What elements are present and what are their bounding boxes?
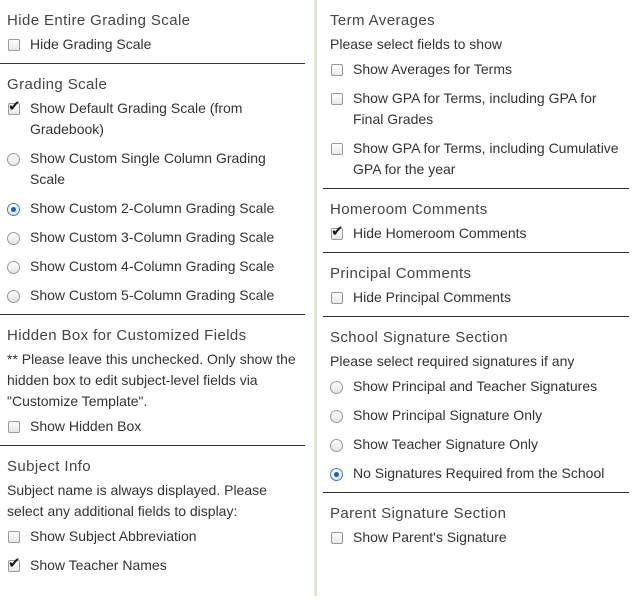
option-hide-grading-scale[interactable] bbox=[7, 34, 305, 55]
section-title: School Signature Section bbox=[330, 329, 509, 346]
radio-button[interactable] bbox=[7, 261, 20, 274]
radio-button[interactable] bbox=[330, 468, 343, 481]
section-school-signature bbox=[323, 328, 629, 493]
checkbox[interactable] bbox=[331, 292, 343, 304]
section-term-averages bbox=[323, 11, 629, 189]
option-3-column-scale[interactable] bbox=[7, 227, 305, 248]
option-label[interactable]: Hide Grading Scale bbox=[30, 36, 152, 52]
section-homeroom-comments bbox=[323, 200, 629, 253]
option-label[interactable]: Show Custom 3-Column Grading Scale bbox=[30, 229, 275, 245]
section-hide-grading-scale bbox=[0, 11, 305, 64]
option-label[interactable]: Show Averages for Terms bbox=[353, 61, 513, 77]
checkmark-icon: ✔ bbox=[8, 555, 21, 572]
section-note: Please select required signatures if any bbox=[330, 353, 575, 369]
option-label[interactable]: Show GPA for Terms, including GPA for Final Grades bbox=[353, 90, 597, 127]
option-label[interactable]: Show GPA for Terms, including Cumulative GPA for the year bbox=[353, 140, 619, 177]
checkmark-icon: ✔ bbox=[331, 223, 344, 240]
radio-button[interactable] bbox=[330, 410, 343, 423]
option-label[interactable]: Show Custom 4-Column Grading Scale bbox=[30, 258, 275, 274]
option-principal-and-teacher-signatures[interactable] bbox=[330, 376, 629, 397]
option-hide-principal-comments[interactable] bbox=[330, 287, 629, 308]
section-title: Hidden Box for Customized Fields bbox=[7, 327, 247, 344]
option-no-signatures-required[interactable] bbox=[330, 463, 629, 484]
option-show-hidden-box[interactable] bbox=[7, 416, 305, 437]
option-label[interactable]: Show Custom 5-Column Grading Scale bbox=[30, 287, 275, 303]
option-label[interactable]: Show Custom Single Column Grading Scale bbox=[30, 150, 266, 187]
section-note: Subject name is always displayed. Please select any additional fields to display: bbox=[7, 482, 267, 519]
option-label[interactable]: Hide Homeroom Comments bbox=[353, 225, 527, 241]
checkbox[interactable] bbox=[331, 223, 344, 240]
checkbox[interactable] bbox=[8, 39, 20, 51]
checkbox[interactable] bbox=[331, 143, 343, 155]
option-gpa-final-grades[interactable] bbox=[330, 88, 629, 130]
section-subject-info bbox=[0, 457, 305, 576]
option-hide-homeroom-comments[interactable] bbox=[330, 223, 629, 244]
section-title: Term Averages bbox=[330, 12, 435, 29]
checkbox[interactable] bbox=[8, 531, 20, 543]
section-note: Please select fields to show bbox=[330, 36, 502, 52]
option-label[interactable]: Show Principal and Teacher Signatures bbox=[353, 378, 598, 394]
option-2-column-scale[interactable] bbox=[7, 198, 305, 219]
checkbox[interactable] bbox=[331, 532, 343, 544]
section-hidden-box bbox=[0, 326, 305, 446]
checkbox[interactable] bbox=[331, 93, 343, 105]
option-4-column-scale[interactable] bbox=[7, 256, 305, 277]
section-parent-signature bbox=[323, 504, 629, 548]
checkbox[interactable] bbox=[331, 64, 343, 76]
option-label[interactable]: Show Hidden Box bbox=[30, 418, 142, 434]
option-single-column-scale[interactable] bbox=[7, 148, 305, 190]
option-principal-signature-only[interactable] bbox=[330, 405, 629, 426]
section-title: Subject Info bbox=[7, 458, 92, 475]
radio-button[interactable] bbox=[7, 232, 20, 245]
section-title: Parent Signature Section bbox=[330, 505, 507, 522]
option-label[interactable]: Show Parent's Signature bbox=[353, 529, 507, 545]
option-label[interactable]: Hide Principal Comments bbox=[353, 289, 511, 305]
option-gpa-cumulative[interactable] bbox=[330, 138, 629, 180]
option-averages-for-terms[interactable] bbox=[330, 59, 629, 80]
radio-button[interactable] bbox=[330, 381, 343, 394]
section-title: Homeroom Comments bbox=[330, 201, 488, 218]
radio-button[interactable] bbox=[7, 203, 20, 216]
option-teacher-signature-only[interactable] bbox=[330, 434, 629, 455]
option-5-column-scale[interactable] bbox=[7, 285, 305, 306]
option-label[interactable]: Show Teacher Names bbox=[30, 557, 167, 573]
option-label[interactable]: Show Teacher Signature Only bbox=[353, 436, 538, 452]
checkbox[interactable] bbox=[8, 421, 20, 433]
option-default-grading-scale[interactable] bbox=[7, 98, 305, 140]
radio-button[interactable] bbox=[330, 439, 343, 452]
radio-button[interactable] bbox=[7, 153, 20, 166]
checkbox[interactable] bbox=[8, 555, 21, 572]
section-title: Hide Entire Grading Scale bbox=[7, 12, 191, 29]
radio-button[interactable] bbox=[7, 290, 20, 303]
section-title: Principal Comments bbox=[330, 265, 472, 282]
section-grading-scale bbox=[0, 75, 305, 315]
option-teacher-names[interactable] bbox=[7, 555, 305, 576]
left-column bbox=[0, 0, 305, 584]
option-parent-signature[interactable] bbox=[330, 527, 629, 548]
option-label[interactable]: Show Principal Signature Only bbox=[353, 407, 543, 423]
right-column bbox=[323, 0, 629, 556]
option-label[interactable]: Show Custom 2-Column Grading Scale bbox=[30, 200, 275, 216]
option-label[interactable]: Show Subject Abbreviation bbox=[30, 528, 197, 544]
option-label[interactable]: Show Default Grading Scale (from Gradebook) bbox=[30, 100, 243, 137]
checkmark-icon: ✔ bbox=[8, 98, 21, 115]
checkbox[interactable] bbox=[8, 98, 21, 115]
section-principal-comments bbox=[323, 264, 629, 317]
section-note: ** Please leave this unchecked. Only show the hidden box to edit subject-level fields via "Customize Template". bbox=[7, 351, 296, 409]
column-divider bbox=[314, 0, 317, 596]
option-label[interactable]: No Signatures Required from the School bbox=[353, 465, 605, 481]
section-title: Grading Scale bbox=[7, 76, 108, 93]
option-subject-abbreviation[interactable] bbox=[7, 526, 305, 547]
